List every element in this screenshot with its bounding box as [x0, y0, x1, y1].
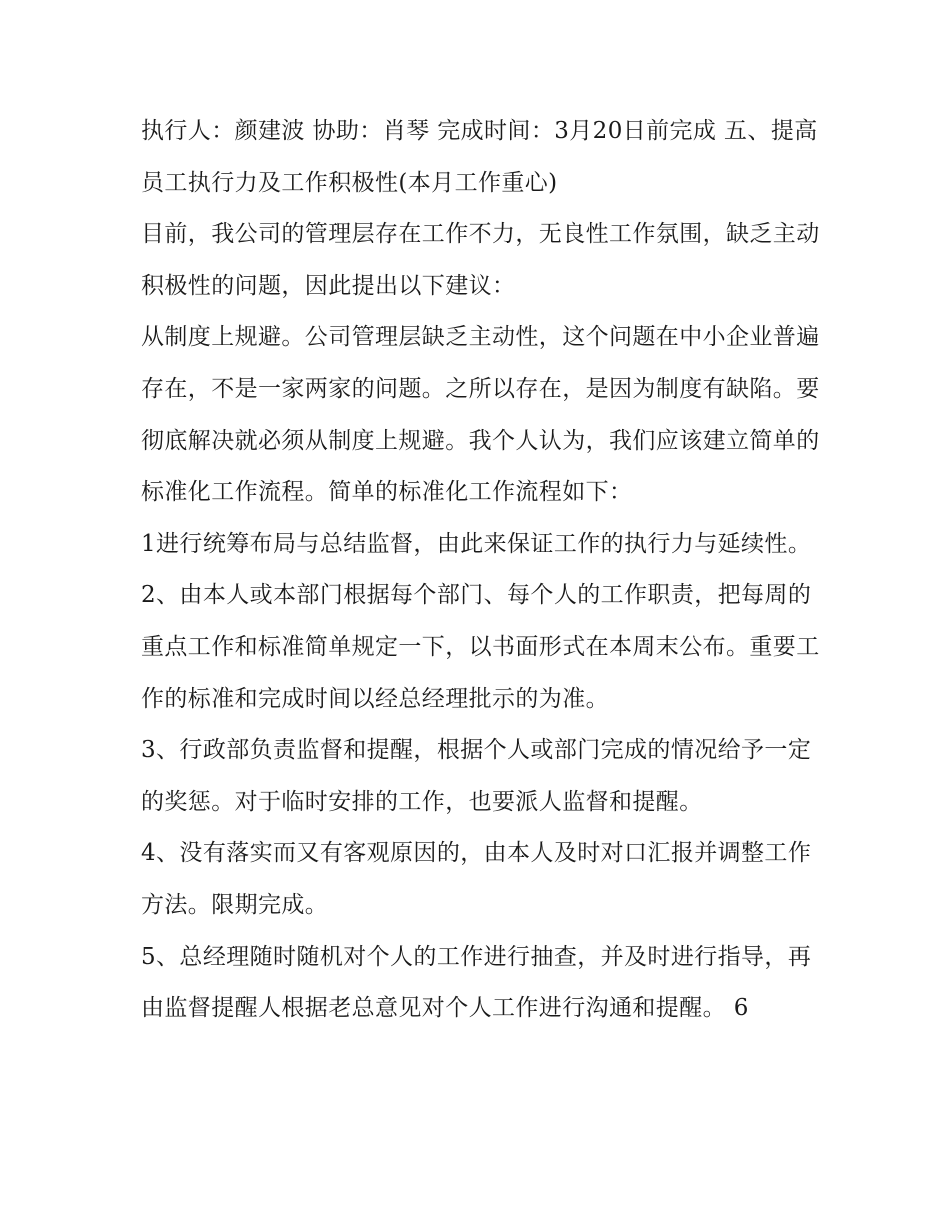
document-body	[141, 106, 821, 1035]
paragraph-system-avoidance: 从制度上规避。公司管理层缺乏主动性，这个问题在中小企业普遍存在，不是一家两家的问题。之所以存在，是因为制度有缺陷。要彻底解决就必须从制度上规避。我个人认为，我们应该建立简单的标准化工作流程。简单的标准化工作流程如下：	[141, 324, 820, 506]
paragraph-current-issue: 目前，我公司的管理层存在工作不力，无良性工作氛围，缺乏主动积极性的问题，因此提出以下建议：	[141, 221, 820, 299]
paragraph-executor: 执行人：颜建波 协助：肖琴 完成时间：3月20日前完成 五、提高员工执行力及工作积极性(本月工作重心)	[141, 118, 818, 196]
list-item-5: 5、总经理随时随机对个人的工作进行抽查，并及时进行指导，再由监督提醒人根据老总意见对个人工作进行沟通和提醒。 6	[141, 943, 812, 1022]
list-item-1: 1进行统筹布局与总结监督，由此来保证工作的执行力与延续性。	[141, 530, 812, 557]
list-item-3: 3、行政部负责监督和提醒，根据个人或部门完成的情况给予一定的奖惩。对于临时安排的工作，也要派人监督和提醒。	[141, 737, 812, 815]
list-item-4: 4、没有落实而又有客观原因的，由本人及时对口汇报并调整工作方法。限期完成。	[141, 840, 812, 918]
list-item-2: 2、由本人或本部门根据每个部门、每个人的工作职责，把每周的重点工作和标准简单规定一下，以书面形式在本周末公布。重要工作的标准和完成时间以经总经理批示的为准。	[141, 582, 820, 712]
